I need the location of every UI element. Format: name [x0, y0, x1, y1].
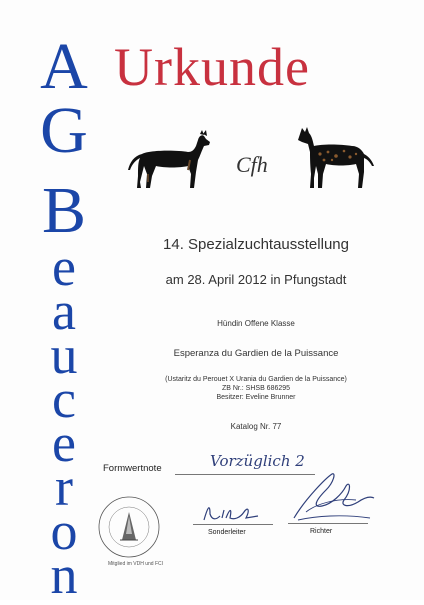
side-title-letter: r: [55, 457, 73, 517]
richter-label: Richter: [310, 528, 333, 535]
side-title-letter: e: [52, 413, 76, 473]
richter-line: [288, 523, 368, 524]
sonderleiter-label: Sonderleiter: [208, 529, 246, 536]
side-title-letter: a: [52, 281, 76, 341]
side-title-letter: A: [40, 30, 88, 103]
seal-note: Mitglied im VDH und FCI: [108, 561, 164, 567]
sonderleiter-line: [193, 524, 273, 525]
sonderleiter-signature-icon: [200, 500, 260, 524]
catalog-number: Katalog Nr. 77: [230, 422, 282, 431]
certificate-title: Urkunde: [114, 37, 310, 97]
dog-parents: (Ustaritz du Perouet X Urania du Gardien de la Puissance): [165, 376, 347, 383]
event-date-place: am 28. April 2012 in Pfungstadt: [165, 272, 347, 287]
grading-label: Formwertnote: [103, 463, 162, 474]
side-title-letter: G: [40, 94, 88, 167]
club-seal-icon: [96, 494, 162, 560]
dog-left-icon: [128, 130, 212, 194]
side-title-letter: n: [50, 545, 78, 605]
side-title-letter: c: [52, 369, 76, 429]
dog-owner: Besitzer: Eveline Brunner: [216, 394, 296, 401]
dog-right-icon: [296, 124, 376, 194]
dog-name: Esperanza du Gardien de la Puissance: [173, 348, 339, 359]
dog-class: Hündin Offene Klasse: [217, 319, 295, 328]
dog-zb-number: ZB Nr.: SHSB 686295: [221, 385, 291, 392]
side-title-letter: o: [50, 501, 78, 561]
cfh-handwritten-mark: Cfh: [236, 152, 268, 177]
side-title-letter: u: [50, 325, 78, 385]
side-title-letter: e: [52, 237, 76, 297]
side-title-letter: B: [41, 174, 87, 247]
richter-signature-icon: [286, 468, 376, 528]
event-name: 14. Spezialzuchtausstellung: [163, 236, 349, 253]
grading-value: Vorzüglich 2: [210, 452, 305, 470]
